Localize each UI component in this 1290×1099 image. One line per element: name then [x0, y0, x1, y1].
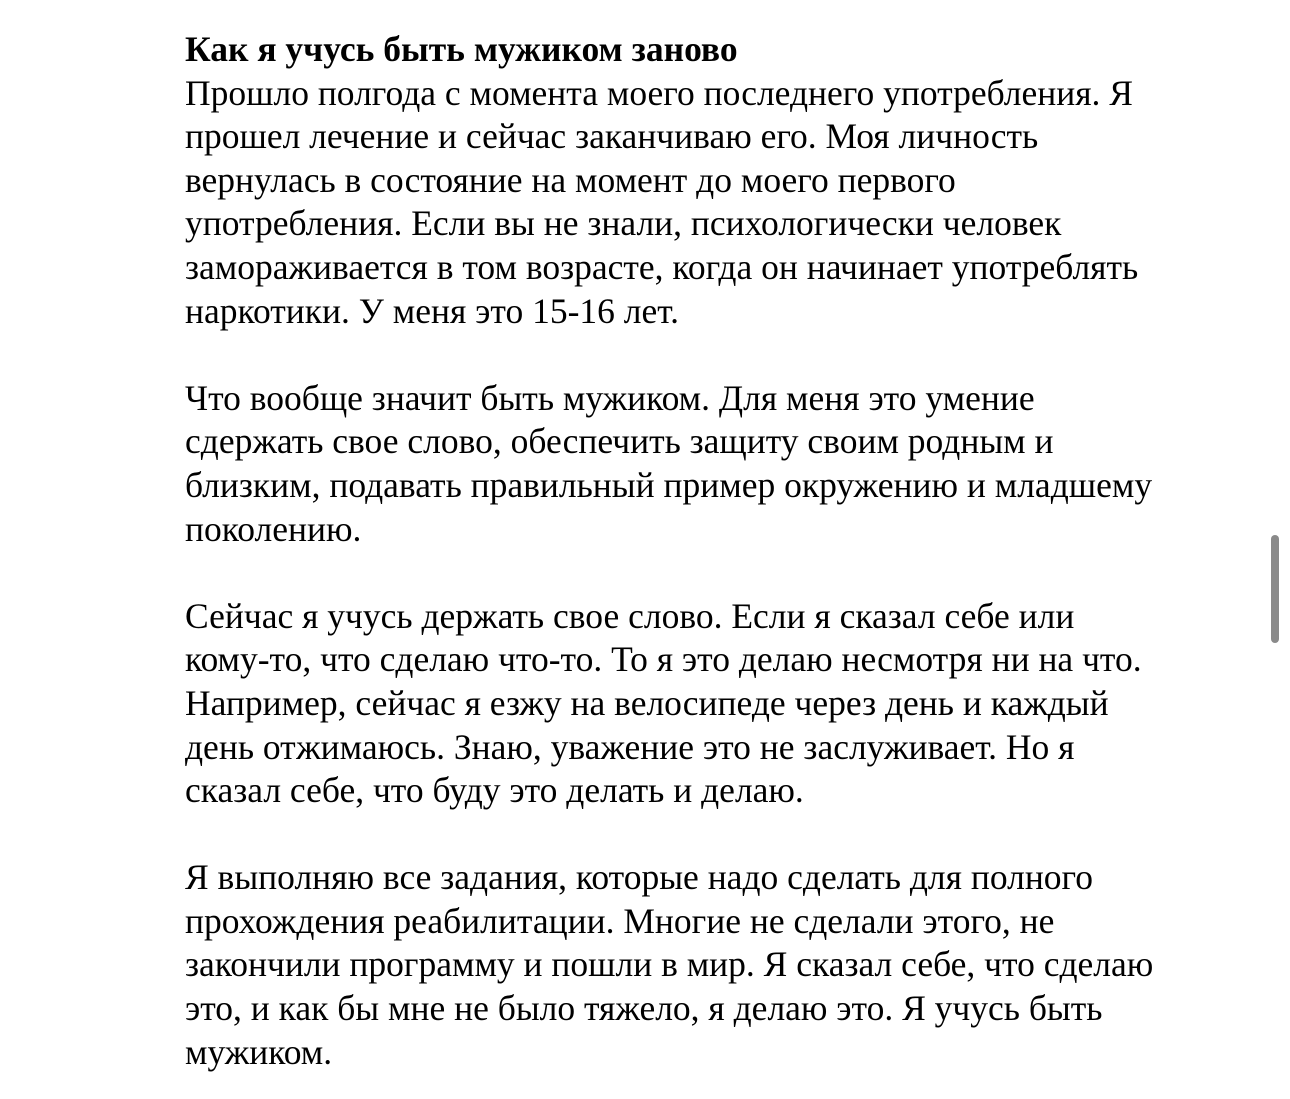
paragraph — [185, 595, 1225, 813]
text-line: употребления. Если вы не знали, психологически человек — [185, 203, 1062, 244]
paragraph — [185, 856, 1225, 1074]
text-line: замораживается в том возрасте, когда он начинает употреблять — [185, 246, 1139, 287]
text-line: Например, сейчас я езжу на велосипеде через день и каждый — [185, 682, 1109, 723]
text-line: это, и как бы мне не было тяжело, я делаю это. Я учусь быть — [185, 988, 1103, 1029]
note-body[interactable] — [185, 28, 1225, 1074]
text-line: прошел лечение и сейчас заканчиваю его. Моя личность — [185, 116, 1039, 157]
text-line: Я выполняю все задания, которые надо сделать для полного — [185, 857, 1093, 898]
text-line: день отжимаюсь. Знаю, уважение это не заслуживает. Но я — [185, 726, 1075, 767]
paragraph — [185, 72, 1225, 334]
text-line: закончили программу и пошли в мир. Я сказал себе, что сделаю — [185, 944, 1154, 985]
text-line: сдержать свое слово, обеспечить защиту своим родным и — [185, 421, 1054, 462]
text-line: прохождения реабилитации. Многие не сделали этого, не — [185, 900, 1055, 941]
scrollbar-thumb[interactable] — [1271, 535, 1279, 643]
text-line: мужиком. — [185, 1031, 333, 1072]
text-line: Прошло полгода с момента моего последнего употребления. Я — [185, 72, 1133, 113]
text-line: сказал себе, что буду это делать и делаю. — [185, 770, 804, 811]
text-line: Что вообще значит быть мужиком. Для меня это умение — [185, 377, 1035, 418]
note-title: Как я учусь быть мужиком заново — [185, 29, 738, 69]
text-line: Сейчас я учусь держать свое слово. Если я сказал себе или — [185, 595, 1075, 636]
text-line: кому-то, что сделаю что-то. То я это делаю несмотря ни на что. — [185, 639, 1142, 680]
text-line: близким, подавать правильный пример окружению и младшему — [185, 464, 1153, 505]
text-line: наркотики. У меня это 15-16 лет. — [185, 290, 679, 331]
text-line: поколению. — [185, 508, 362, 549]
text-line: вернулась в состояние на момент до моего первого — [185, 159, 956, 200]
paragraph — [185, 377, 1225, 551]
